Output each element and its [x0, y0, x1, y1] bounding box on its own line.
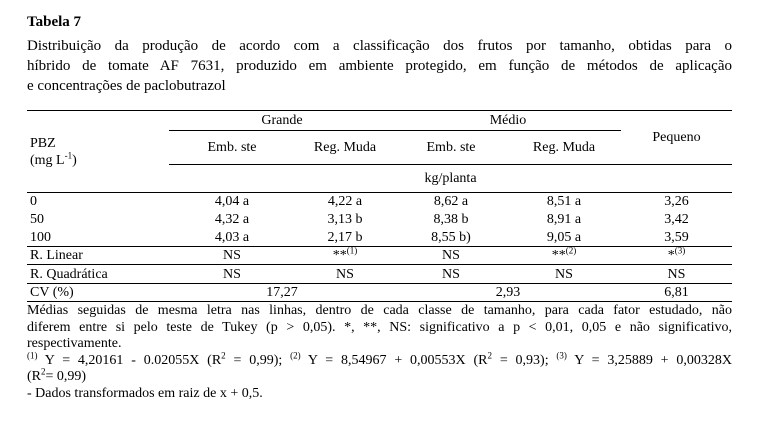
- cell: NS: [169, 265, 295, 284]
- col-header-reg-grande: Reg. Muda: [313, 140, 377, 155]
- cell: 2,93: [395, 284, 621, 302]
- cell: 8,55 b): [431, 229, 471, 245]
- cell: 2,17 b: [327, 229, 363, 245]
- table-title: Tabela 7: [27, 14, 82, 30]
- cell: **$^{(1)}$: [295, 247, 395, 265]
- cell: 3,42: [664, 212, 689, 227]
- footnote-line: respectivamente.: [27, 336, 122, 351]
- pbz-unit: (mg $L^{-1}$): [30, 149, 77, 168]
- cell: NS: [395, 265, 507, 284]
- cell: 8,38 b: [433, 212, 469, 227]
- cell: NS: [621, 265, 732, 284]
- table-row: [27, 193, 732, 211]
- cell: 8,62 a: [395, 193, 507, 211]
- table-caption: [27, 36, 732, 96]
- col-header-emb-grande: Emb. ste: [207, 140, 257, 155]
- table-row-quadratic: [27, 265, 732, 284]
- cell: 3,59: [664, 229, 689, 245]
- table-row-linear: [27, 247, 732, 265]
- row-label: R. Linear: [27, 247, 169, 265]
- pbz-label: PBZ: [30, 135, 56, 151]
- row-label: 50: [30, 212, 44, 227]
- group-header-pequeno: Pequeno: [621, 111, 732, 165]
- table-row-cv: [27, 284, 732, 302]
- caption-line: híbrido de tomate AF 7631, produzido em ambiente protegido, em função de métodos de aplicação: [27, 58, 732, 74]
- row-label: 0: [27, 193, 169, 211]
- cell: 9,05 a: [546, 229, 582, 245]
- footnote-line: Médias seguidas de mesma letra nas linhas, dentro de cada classe de tamanho, para cada fator estudado, não: [27, 303, 732, 318]
- cell: 4,32 a: [214, 212, 250, 227]
- cell: NS: [169, 247, 295, 265]
- cell: NS: [395, 247, 507, 265]
- table-row: [27, 229, 732, 247]
- group-header-medio: Médio: [395, 111, 621, 131]
- row-label: 100: [30, 229, 51, 245]
- cell: NS: [295, 265, 395, 284]
- cell: *$^{(3)}$: [621, 247, 732, 265]
- cell: 3,13 b: [327, 212, 363, 227]
- unit-label: kg/planta: [169, 165, 732, 193]
- footnote-line: - Dados transformados em raiz de x + 0,5.: [27, 385, 263, 401]
- pbz-header: [27, 111, 169, 193]
- row-label: CV (%): [27, 284, 169, 302]
- table-row: [27, 211, 732, 229]
- cell: **$^{(2)}$: [507, 247, 621, 265]
- footnote-equation-cont: $(R^2= 0,99)$: [27, 366, 87, 384]
- caption-line: e concentrações de paclobutrazol: [27, 78, 226, 94]
- row-label: R. Quadrática: [27, 265, 169, 284]
- col-header-reg-medio: Reg. Muda: [532, 140, 596, 155]
- footnote-equations: $^{(1)}$ Y = 4,20161 - 0.02055X $(R^2 = 0,99)$; $^{(2)}$ Y = 8,54967 + 0,00553X $(R^2 = 0,93)$; $^{(3)}$ Y = 3,25889 + 0,00328X: [27, 349, 732, 368]
- cell: 8,91 a: [546, 212, 582, 227]
- cell: 6,81: [621, 284, 732, 302]
- caption-line: Distribuição da produção de acordo com a classificação dos frutos por tamanho, obtidas para o: [27, 38, 732, 54]
- cell: NS: [507, 265, 621, 284]
- table-footnotes: [27, 303, 732, 402]
- header-row-groups: [27, 111, 732, 131]
- col-header-emb-medio: Emb. ste: [426, 140, 476, 155]
- cell: 17,27: [169, 284, 395, 302]
- footnote-line: diferem entre si pelo teste de Tukey (p > 0,05). *, **, NS: significativo a p < 0,01, 0,05 e não significativo,: [27, 319, 732, 335]
- cell: 8,51 a: [507, 193, 621, 211]
- cell: 3,26: [621, 193, 732, 211]
- cell: 4,04 a: [169, 193, 295, 211]
- group-header-grande: Grande: [169, 111, 395, 131]
- cell: 4,03 a: [214, 229, 250, 245]
- data-table: [27, 110, 732, 302]
- cell: 4,22 a: [295, 193, 395, 211]
